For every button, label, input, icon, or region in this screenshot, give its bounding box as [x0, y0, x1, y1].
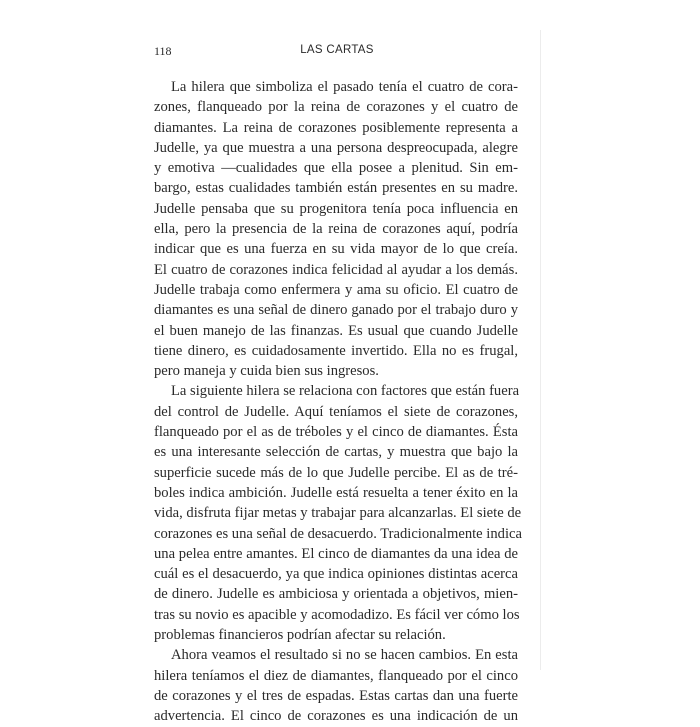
text-line: Judelle trabaja como enfermera y ama su oficio. El cuatro de: [154, 281, 518, 298]
text-line: de dinero. Judelle es ambiciosa y orientada a objetivos, mien-: [154, 586, 518, 603]
text-line: indicar que es una fuerza en su vida mayor de lo que creía.: [154, 241, 518, 258]
text-line: superficie sucede más de lo que Judelle percibe. El as de tré-: [154, 464, 518, 481]
text-line: vida, disfruta fijar metas y trabajar para alcanzarlas. El siete de: [154, 505, 522, 522]
text-line: corazones es una señal de desacuerdo. Tradicionalmente indica: [154, 525, 522, 542]
text-line: advertencia. El cinco de corazones es una indicación de un: [154, 708, 518, 725]
text-line: tras su novio es apacible y acomodadizo. Es fácil ver cómo los: [154, 606, 520, 623]
text-line: La siguiente hilera se relaciona con factores que están fuera: [171, 383, 520, 400]
text-line: cuál es el desacuerdo, ya que indica opiniones distintas acerca: [154, 566, 518, 583]
text-line: y emotiva —cualidades que ella posee a plenitud. Sin em-: [154, 160, 518, 177]
page-edge: [540, 30, 541, 670]
text-line: Judelle, ya que muestra a una persona despreocupada, alegre: [154, 139, 518, 156]
text-line: diamantes. La reina de corazones posiblemente representa a: [154, 119, 518, 136]
paragraph: [154, 645, 518, 726]
paragraph: [154, 381, 522, 645]
text-line: del control de Judelle. Aquí teníamos el siete de corazones,: [154, 403, 518, 420]
text-line: zones, flanqueado por la reina de corazones y el cuatro de: [154, 99, 518, 116]
page-number: 118: [154, 44, 172, 58]
text-line: es una interesante selección de cartas, y muestra que bajo la: [154, 444, 518, 461]
paragraph: [154, 77, 518, 381]
page-header: [154, 44, 520, 64]
text-line: boles indica ambición. Judelle está resuelta a tener éxito en la: [154, 484, 518, 501]
text-line: Judelle pensaba que su progenitora tenía poca influencia en: [154, 200, 518, 217]
text-line: de corazones y el tres de espadas. Estas cartas dan una fuerte: [154, 687, 518, 704]
text-line: bargo, estas cualidades también están presentes en su madre.: [154, 180, 518, 197]
text-line: ella, pero la presencia de la reina de corazones aquí, podría: [154, 221, 518, 238]
text-line: flanqueado por el as de tréboles y el cinco de diamantes. Ésta: [154, 424, 518, 441]
running-head: LAS CARTAS: [300, 44, 374, 56]
body-text: [154, 77, 522, 727]
text-line: Ahora veamos el resultado si no se hacen cambios. En esta: [171, 647, 518, 664]
text-line: diamantes es una señal de dinero ganado por el trabajo duro y: [154, 302, 518, 319]
text-line: una pelea entre amantes. El cinco de diamantes da una idea de: [154, 545, 518, 562]
text-line: hilera teníamos el diez de diamantes, flanqueado por el cinco: [154, 667, 518, 684]
text-line: el buen manejo de las finanzas. Es usual que cuando Judelle: [154, 322, 518, 339]
text-line: pero maneja y cuida bien sus ingresos.: [154, 363, 379, 380]
text-line: El cuatro de corazones indica felicidad al ayudar a los demás.: [154, 261, 518, 278]
text-line: problemas financieros podrían afectar su relación.: [154, 627, 446, 644]
text-line: La hilera que simboliza el pasado tenía el cuatro de cora-: [171, 79, 518, 95]
text-line: tiene dinero, es cuidadosamente invertido. Ella no es frugal,: [154, 342, 518, 359]
